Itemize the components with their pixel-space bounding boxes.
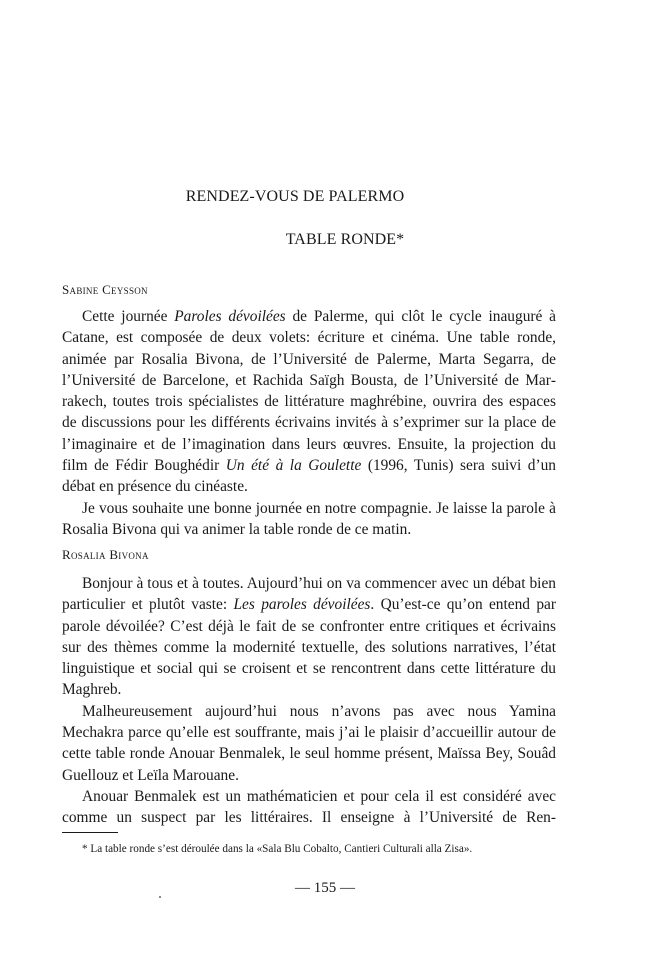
page-subtitle: TABLE RONDE* xyxy=(285,231,405,248)
italic-title: Les paroles dévoilées xyxy=(233,596,371,614)
footnote: * La table ronde s’est déroulée dans la «Sala Blu Cobalto, Cantieri Culturali alla Zisa». xyxy=(82,843,473,855)
page-number: — 155 — xyxy=(295,880,355,896)
page-title: RENDEZ-VOUS DE PALERMO xyxy=(185,188,405,205)
speaker-name: Rosalia Bivona xyxy=(62,547,149,562)
text-run: Anouar Benmalek est un mathématicien et pour cela il est considéré avec comme un suspect par les littéraires. Il enseigne à l’Université de Ren- xyxy=(62,787,556,827)
italic-title: Paroles dévoilées xyxy=(174,308,286,325)
paragraph xyxy=(62,573,556,701)
paragraph xyxy=(62,306,556,498)
text-run: de Palerme, qui clôt le cycle inauguré à Catane, est composée de deux volets: écriture et cinéma. Une table ronde, animée par Rosalia Bivona, de l’Université de Palerme, Marta Segarra, de l’Université de Barcelone, et Rachida Saïgh Bousta, de l’Université de Marrakech, toutes trois spécialistes de littérature maghrébine, ouvrira des espaces de discussions pour les différents écrivains invités à s’exprimer sur la place de l’imaginaire et de l’imagination dans leurs œuvres. Ensuite, la projection du film de Fédir Boughédir xyxy=(62,308,556,475)
text-run: Bonjour à tous et à toutes. Aujourd’hui on va commencer avec un débat bien particulier et plutôt vaste: xyxy=(62,575,556,614)
paragraph xyxy=(62,701,556,786)
text-run: . Qu’est-ce qu’on entend par parole dévoilée? C’est déjà le fait de se confronter entre critiques et écrivains sur des thèmes comme la modernité textuelle, des solutions narratives, l’état linguistique et social qui se croisent et se rencontrent dans cette littérature du Maghreb. xyxy=(62,596,556,699)
scan-speck xyxy=(159,896,161,898)
paragraph xyxy=(62,498,556,541)
text-run: Je vous souhaite une bonne journée en notre compagnie. Je laisse la parole à Rosalia Bivona qui va animer la table ronde de ce matin. xyxy=(62,499,556,538)
text-run: Malheureusement aujourd’hui nous n’avons pas avec nous Yamina Mechakra parce qu’elle est souffrante, mais j’ai le plaisir d’accueillir autour de cette table ronde Anouar Benmalek, le seul homme présent, Maïssa Bey, Souâd Guellouz et Leïla Marouane. xyxy=(62,702,556,784)
text-run: (1996, Tunis) sera suivi d’un débat en présence du cinéaste. xyxy=(62,457,557,496)
speaker-text-block xyxy=(62,306,556,540)
speaker-name: Sabine Ceysson xyxy=(62,282,148,297)
text-run: Cette journée xyxy=(82,308,175,325)
paragraph xyxy=(62,786,556,829)
footnote-divider xyxy=(62,832,118,833)
italic-title: Un été à la Goulette xyxy=(225,457,362,475)
speaker-text-block xyxy=(62,573,556,829)
